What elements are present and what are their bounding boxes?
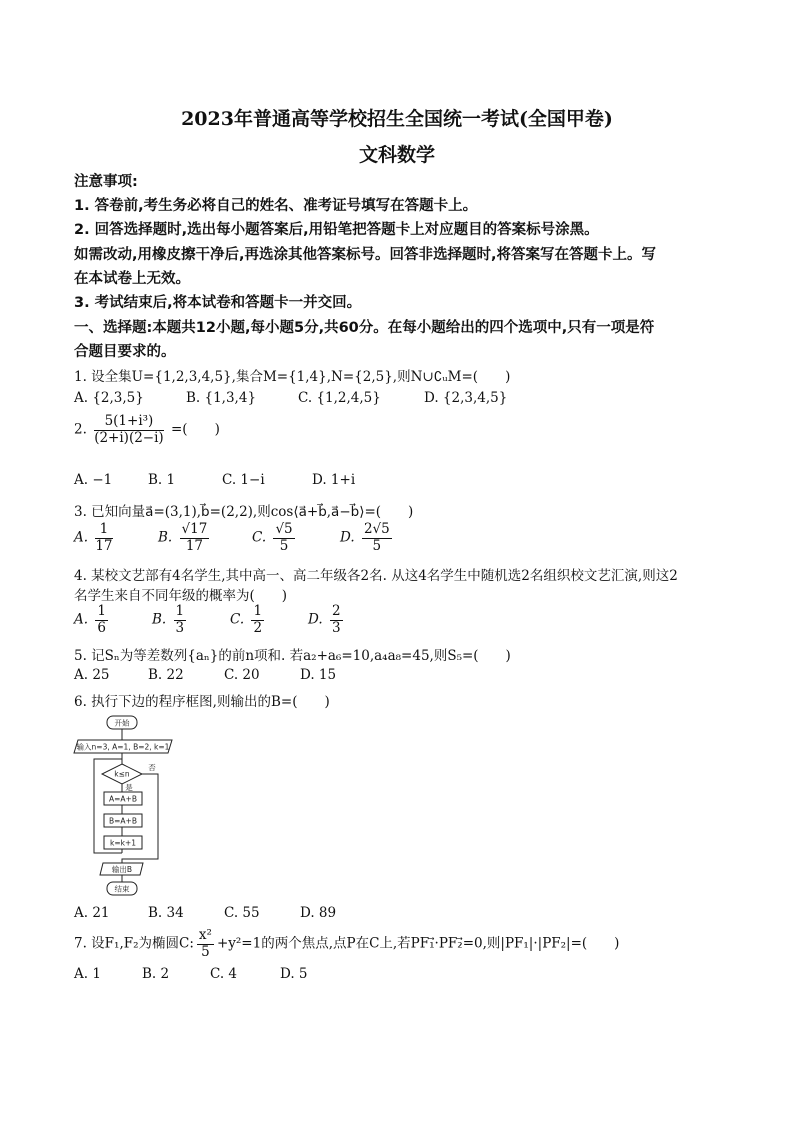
q7-fraction <box>197 928 214 960</box>
q4-option-a-label: A. <box>74 611 89 628</box>
q4-option-c-den: 2 <box>253 619 263 636</box>
q4-option-c <box>230 604 267 636</box>
q4-option-a-den: 6 <box>97 619 106 636</box>
q3-option-b-num: √17 <box>181 521 208 537</box>
q6-option-d: D. 89 <box>300 905 337 921</box>
section1-line1: 一、选择题:本题共12小题,每小题5分,共60分。在每小题给出的四个选项中,只有一项是符 <box>74 320 655 336</box>
q2-numerator: 5(1+i³) <box>94 414 164 431</box>
q4-options <box>74 604 754 644</box>
q2-stem <box>74 414 220 446</box>
q4-option-d-num: 2 <box>331 603 341 619</box>
q1-option-b: B. {1,3,4} <box>186 390 257 406</box>
q4-option-c-label: C. <box>230 611 245 628</box>
q1-option-d: D. {2,3,4,5} <box>424 390 508 406</box>
q2-options <box>74 472 754 492</box>
exam-subtitle: 文科数学 <box>358 144 435 166</box>
flow-output-label: 输出B <box>111 865 133 874</box>
q6-stem: 6. 执行下边的程序框图,则输出的B=( ) <box>74 694 330 710</box>
q3-option-a-num: 1 <box>95 522 112 539</box>
q3-option-b-den: 17 <box>185 537 203 554</box>
q6-option-a: A. 21 <box>74 905 110 921</box>
q2-option-b: B. 1 <box>148 472 176 488</box>
q7-options <box>74 966 754 986</box>
q4-option-b-den: 3 <box>175 619 185 636</box>
flow-start-label: 开始 <box>114 718 130 728</box>
q3-option-c-den: 5 <box>279 537 289 554</box>
q4-option-a <box>74 604 111 636</box>
q3-option-c <box>252 522 298 554</box>
q2-number: 2. <box>74 421 87 438</box>
notice-heading: 注意事项: <box>74 174 138 190</box>
q7-option-c: C. 4 <box>210 966 238 982</box>
flow-step1-label: A=A+B <box>109 794 137 804</box>
q5-option-c: C. 20 <box>224 667 260 683</box>
flow-step3-label: k=k+1 <box>109 838 137 848</box>
flow-input-label: 输入n=3, A=1, B=2, k=1 <box>76 742 170 752</box>
q2-option-d: D. 1+i <box>312 472 356 488</box>
q1-option-a: A. {2,3,5} <box>74 390 144 406</box>
q7-stem <box>74 928 619 960</box>
q3-option-a-label: A. <box>74 529 89 546</box>
flow-yes-label: 是 <box>125 783 133 792</box>
q7-option-a: A. 1 <box>74 966 101 982</box>
flow-no-label: 否 <box>148 763 156 772</box>
notice-item-2-end: 在本试卷上无效。 <box>74 271 190 287</box>
q5-stem: 5. 记Sₙ为等差数列{aₙ}的前n项和. 若a₂+a₆=10,a₄a₈=45,则S₅=( ) <box>74 648 511 664</box>
flow-step2-label: B=A+B <box>109 816 137 826</box>
notice-item-3: 3. 考试结束后,将本试卷和答题卡一并交回。 <box>74 295 362 311</box>
q3-option-d-label: D. <box>340 529 355 546</box>
flow-end-label: 结束 <box>114 884 130 894</box>
q4-line1: 4. 某校文艺部有4名学生,其中高一、高二年级各2名. 从这4名学生中随机选2名组织校文艺汇演,则这2 <box>74 568 678 584</box>
q2-tail: =( ) <box>171 421 220 438</box>
q3-stem: 3. 已知向量a⃗=(3,1),b⃗=(2,2),则cos⟨a⃗+b⃗,a⃗−b⃗⟩=( ) <box>74 504 414 520</box>
q3-option-c-num: √5 <box>275 521 293 537</box>
q3-option-c-label: C. <box>252 529 267 546</box>
q7-option-d: D. 5 <box>280 966 308 982</box>
section1-line2: 合题目要求的。 <box>74 344 176 360</box>
notice-item-2: 2. 回答选择题时,选出每小题答案后,用铅笔把答题卡上对应题目的答案标号涂黑。 <box>74 222 599 238</box>
exam-title: 2023年普通高等学校招生全国统一考试(全国甲卷) <box>181 108 613 130</box>
q2-denominator: (2+i)(2−i) <box>94 429 164 446</box>
q1-option-c: C. {1,2,4,5} <box>298 390 381 406</box>
q4-line2: 名学生来自不同年级的概率为( ) <box>74 588 288 604</box>
notice-item-2-cont: 如需改动,用橡皮擦干净后,再选涂其他答案标号。回答非选择题时,将答案写在答题卡上。写 <box>74 247 657 263</box>
notice-item-1: 1. 答卷前,考生务必将自己的姓名、准考证号填写在答题卡上。 <box>74 198 478 214</box>
q2-option-c: C. 1−i <box>222 472 265 488</box>
q7-numerator: x² <box>198 927 212 943</box>
q3-option-b <box>158 522 212 554</box>
q5-options <box>74 667 754 687</box>
flowchart <box>70 712 180 902</box>
q3-option-a-den: 17 <box>95 537 113 554</box>
q3-option-a <box>74 522 116 554</box>
q4-option-c-num: 1 <box>253 603 263 619</box>
q4-option-b-label: B. <box>152 611 167 628</box>
q7-denominator: 5 <box>201 943 210 960</box>
q3-option-d-den: 5 <box>372 537 382 554</box>
q1-stem: 1. 设全集U={1,2,3,4,5},集合M={1,4},N={2,5},则N∪∁ᵤM=( ) <box>74 369 511 385</box>
q2-fraction <box>94 414 164 446</box>
q4-option-b-num: 1 <box>175 603 185 619</box>
q7-post: +y²=1的两个焦点,点P在C上,若PF₁⃗·PF₂⃗=0,则|PF₁|·|PF₂|=( ) <box>216 935 620 952</box>
q6-option-b: B. 34 <box>148 905 184 921</box>
q5-option-d: D. 15 <box>300 667 337 683</box>
q4-option-d-label: D. <box>308 611 323 628</box>
q4-option-a-num: 1 <box>97 603 106 619</box>
q3-option-b-label: B. <box>158 529 173 546</box>
q6-option-c: C. 55 <box>224 905 260 921</box>
q4-option-d-den: 3 <box>331 619 341 636</box>
q2-option-a: A. −1 <box>74 472 113 488</box>
q3-options <box>74 522 754 562</box>
q7-option-b: B. 2 <box>142 966 170 982</box>
q7-pre: 7. 设F₁,F₂为椭圆C: <box>74 935 194 952</box>
q3-option-d <box>340 522 395 554</box>
q6-options <box>74 905 754 925</box>
q1-options <box>74 390 754 410</box>
q3-option-d-num: 2√5 <box>363 521 390 537</box>
q5-option-b: B. 22 <box>148 667 184 683</box>
q4-option-d <box>308 604 346 636</box>
flow-condition-label: k≤n <box>114 769 130 779</box>
q4-option-b <box>152 604 189 636</box>
q5-option-a: A. 25 <box>74 667 110 683</box>
